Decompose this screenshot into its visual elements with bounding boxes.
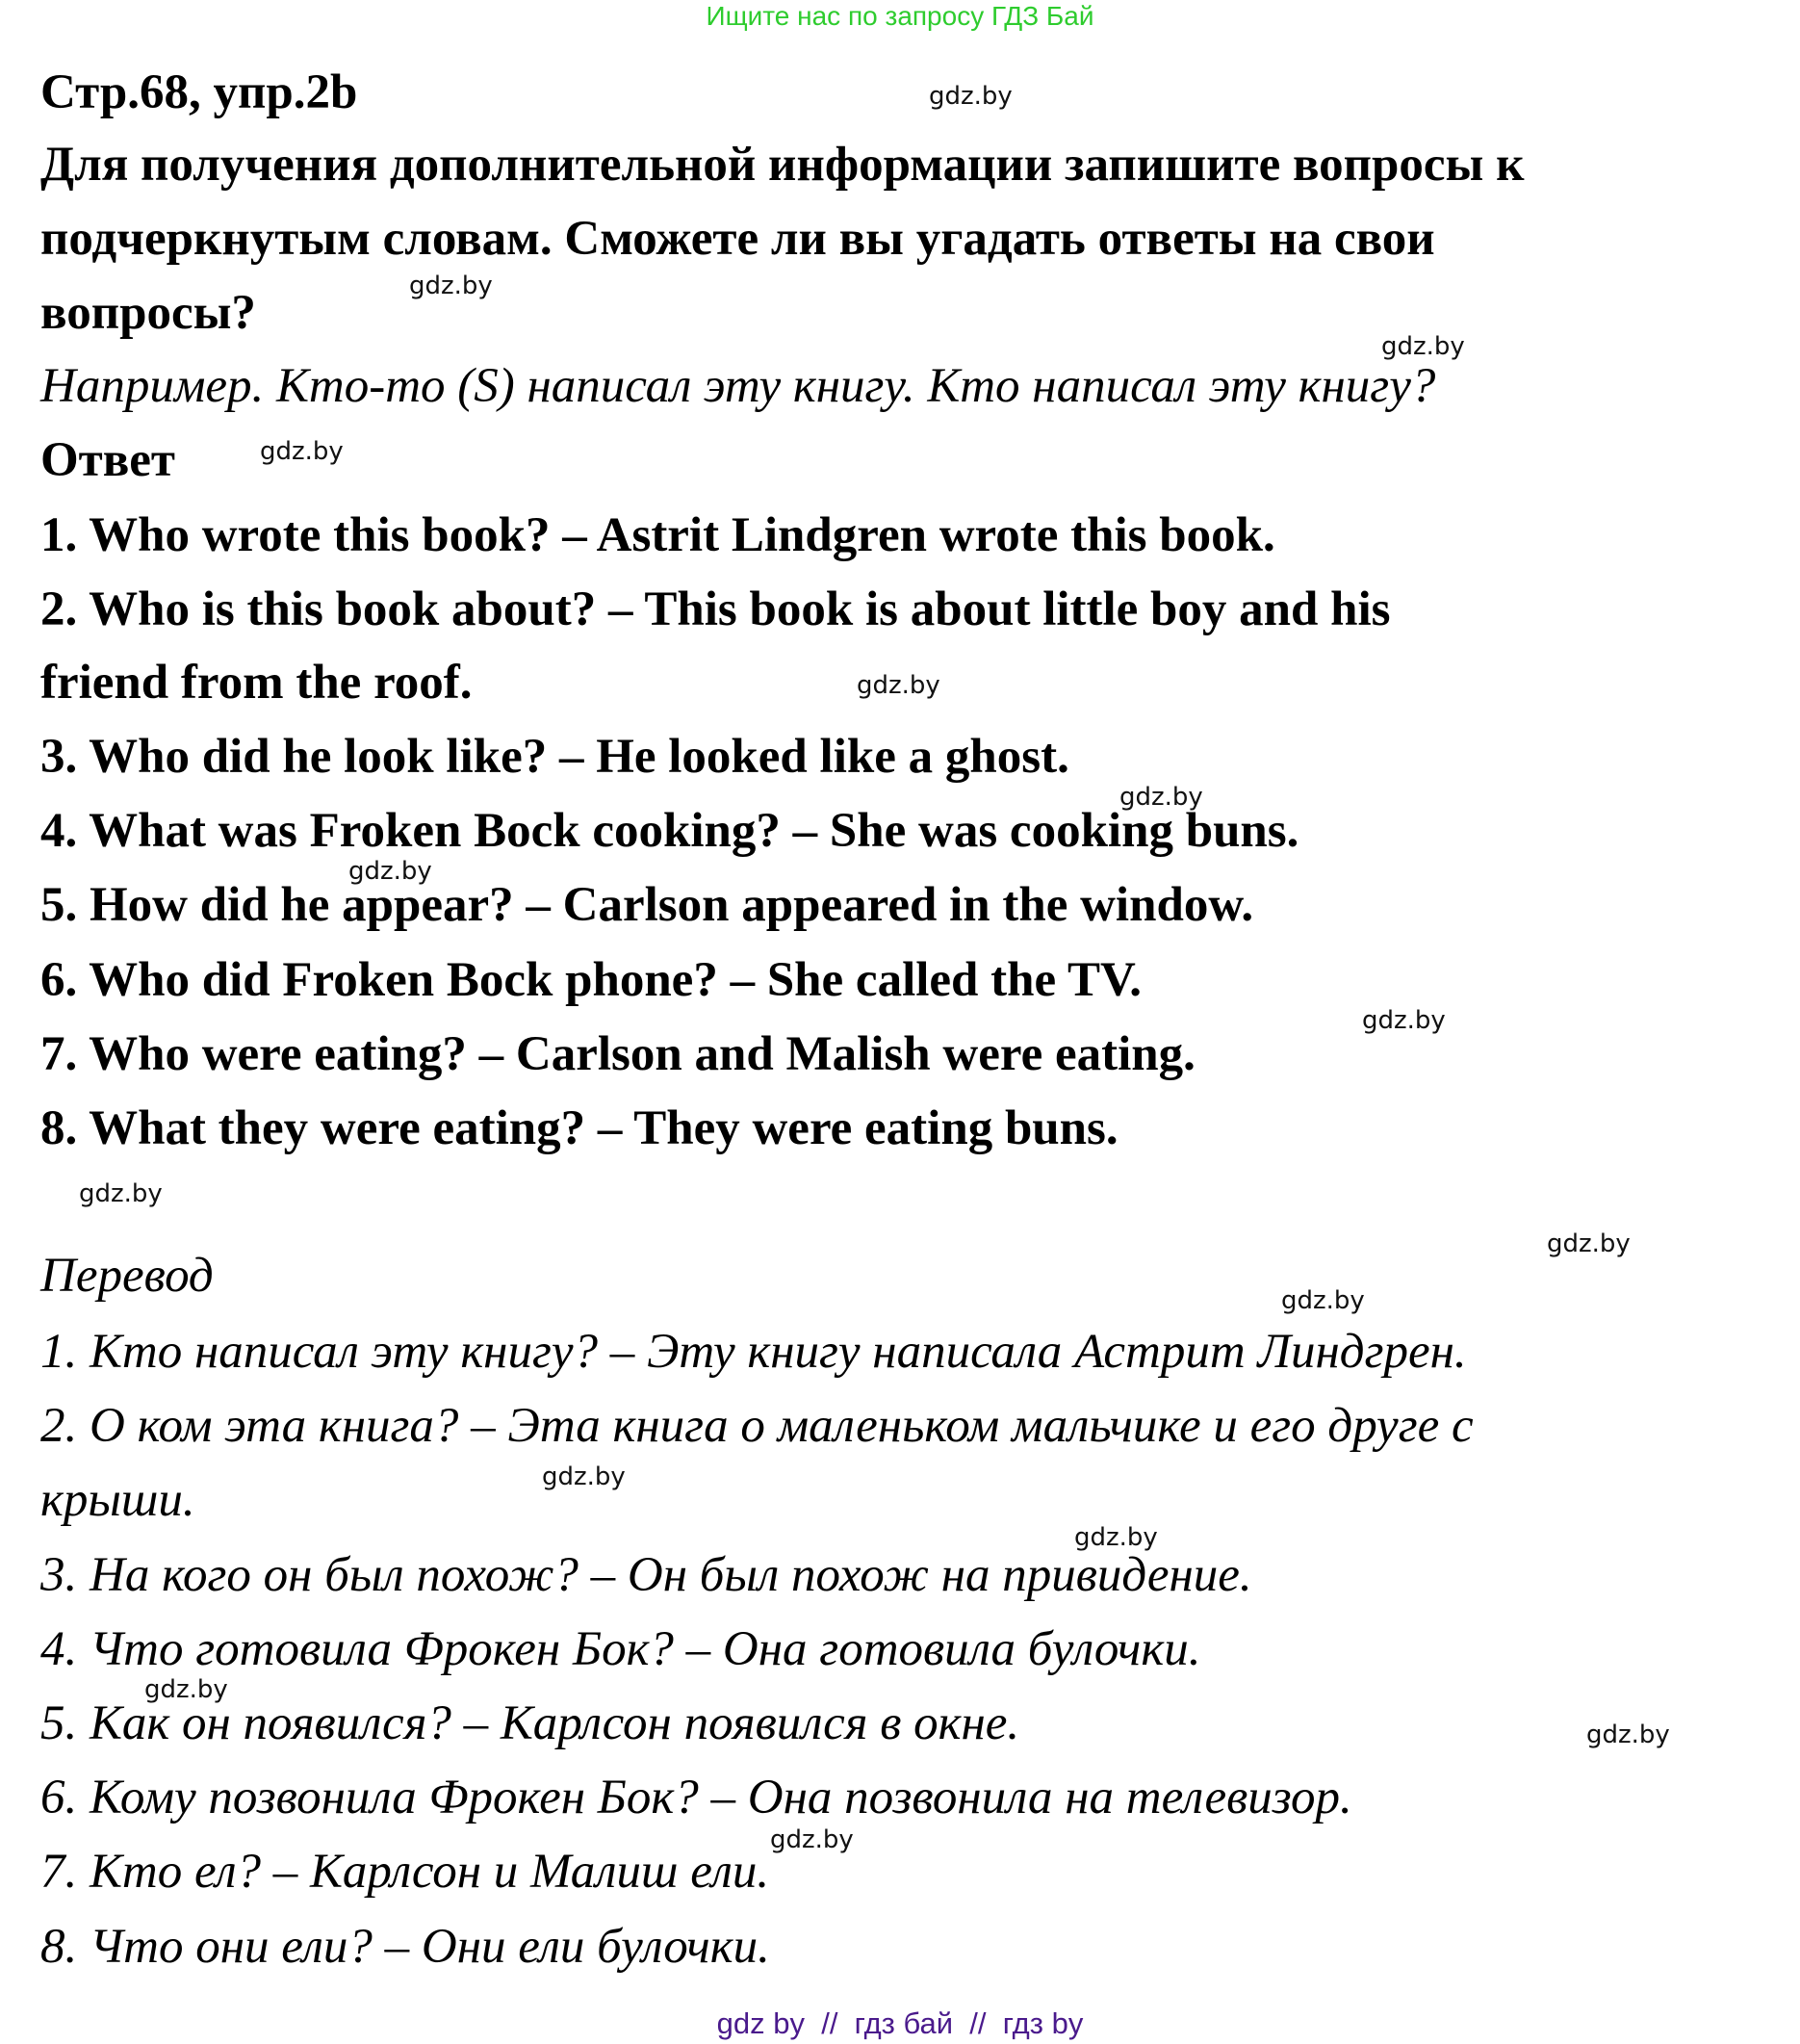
translation-line-5: 5. Как он появился? – Карлсон появился в окне.: [40, 1696, 1020, 1750]
watermark: gdz.by: [1281, 1286, 1365, 1315]
watermark: gdz.by: [79, 1179, 163, 1208]
search-hint-banner: Ищите нас по запросу ГДЗ Бай: [706, 1, 1094, 31]
answer-line-4: 4. What was Froken Bock cooking? – She was cooking buns.: [40, 804, 1299, 858]
watermark: gdz.by: [929, 82, 1013, 111]
answer-line-2: 2. Who is this book about? – This book is about little boy and his: [40, 582, 1391, 636]
instruction-line-3: вопросы?: [40, 286, 256, 340]
answer-line-1: 1. Who wrote this book? – Astrit Lindgren wrote this book.: [40, 508, 1275, 562]
translation-line-4: 4. Что готовила Фрокен Бок? – Она готовила булочки.: [40, 1622, 1201, 1676]
answer-line-8: 8. What they were eating? – They were eating buns.: [40, 1101, 1119, 1155]
instruction-line-2: подчеркнутым словам. Сможете ли вы угадать ответы на свои: [40, 212, 1435, 266]
translation-line-2: 2. О ком эта книга? – Эта книга о маленьком мальчике и его друге с: [40, 1399, 1474, 1453]
watermark: gdz.by: [1074, 1523, 1158, 1552]
watermark: gdz.by: [1119, 783, 1203, 812]
watermark: gdz.by: [1586, 1721, 1670, 1749]
answer-heading: Ответ: [40, 433, 175, 487]
watermark: gdz.by: [409, 272, 493, 300]
watermark: gdz.by: [1547, 1229, 1631, 1258]
watermark: gdz.by: [144, 1675, 228, 1704]
translation-line-6: 6. Кому позвонила Фрокен Бок? – Она позвонила на телевизор.: [40, 1771, 1352, 1824]
translation-heading: Перевод: [40, 1249, 214, 1303]
watermark: gdz.by: [1362, 1006, 1446, 1035]
answer-line-3: 3. Who did he look like? – He looked like a ghost.: [40, 730, 1069, 784]
answer-line-2-cont: friend from the roof.: [40, 656, 473, 710]
translation-line-8: 8. Что они ели? – Они ели булочки.: [40, 1920, 770, 1974]
translation-line-2-cont: крыши.: [40, 1473, 195, 1527]
translation-line-7: 7. Кто ел? – Карлсон и Малиш ели.: [40, 1845, 770, 1899]
translation-line-1: 1. Кто написал эту книгу? – Эту книгу написала Астрит Линдгрен.: [40, 1325, 1467, 1379]
instruction-line-1: Для получения дополнительной информации запишите вопросы к: [40, 138, 1525, 192]
watermark: gdz.by: [542, 1462, 626, 1491]
answer-line-7: 7. Who were eating? – Carlson and Malish were eating.: [40, 1027, 1196, 1081]
watermark: gdz.by: [348, 857, 432, 886]
page-title: Стр.68, упр.2b: [40, 65, 358, 119]
watermark: gdz.by: [857, 671, 940, 700]
watermark: gdz.by: [260, 437, 344, 466]
footer-site-links: gdz by // гдз бай // гдз by: [716, 2006, 1084, 2040]
watermark: gdz.by: [1381, 332, 1465, 361]
watermark: gdz.by: [770, 1825, 854, 1854]
example-text: Например. Кто-то (S) написал эту книгу. Кто написал эту книгу?: [40, 359, 1436, 413]
translation-line-3: 3. На кого он был похож? – Он был похож на привидение.: [40, 1548, 1252, 1602]
answer-line-6: 6. Who did Froken Bock phone? – She called the TV.: [40, 953, 1142, 1007]
answer-line-5: 5. How did he appear? – Carlson appeared in the window.: [40, 878, 1254, 932]
